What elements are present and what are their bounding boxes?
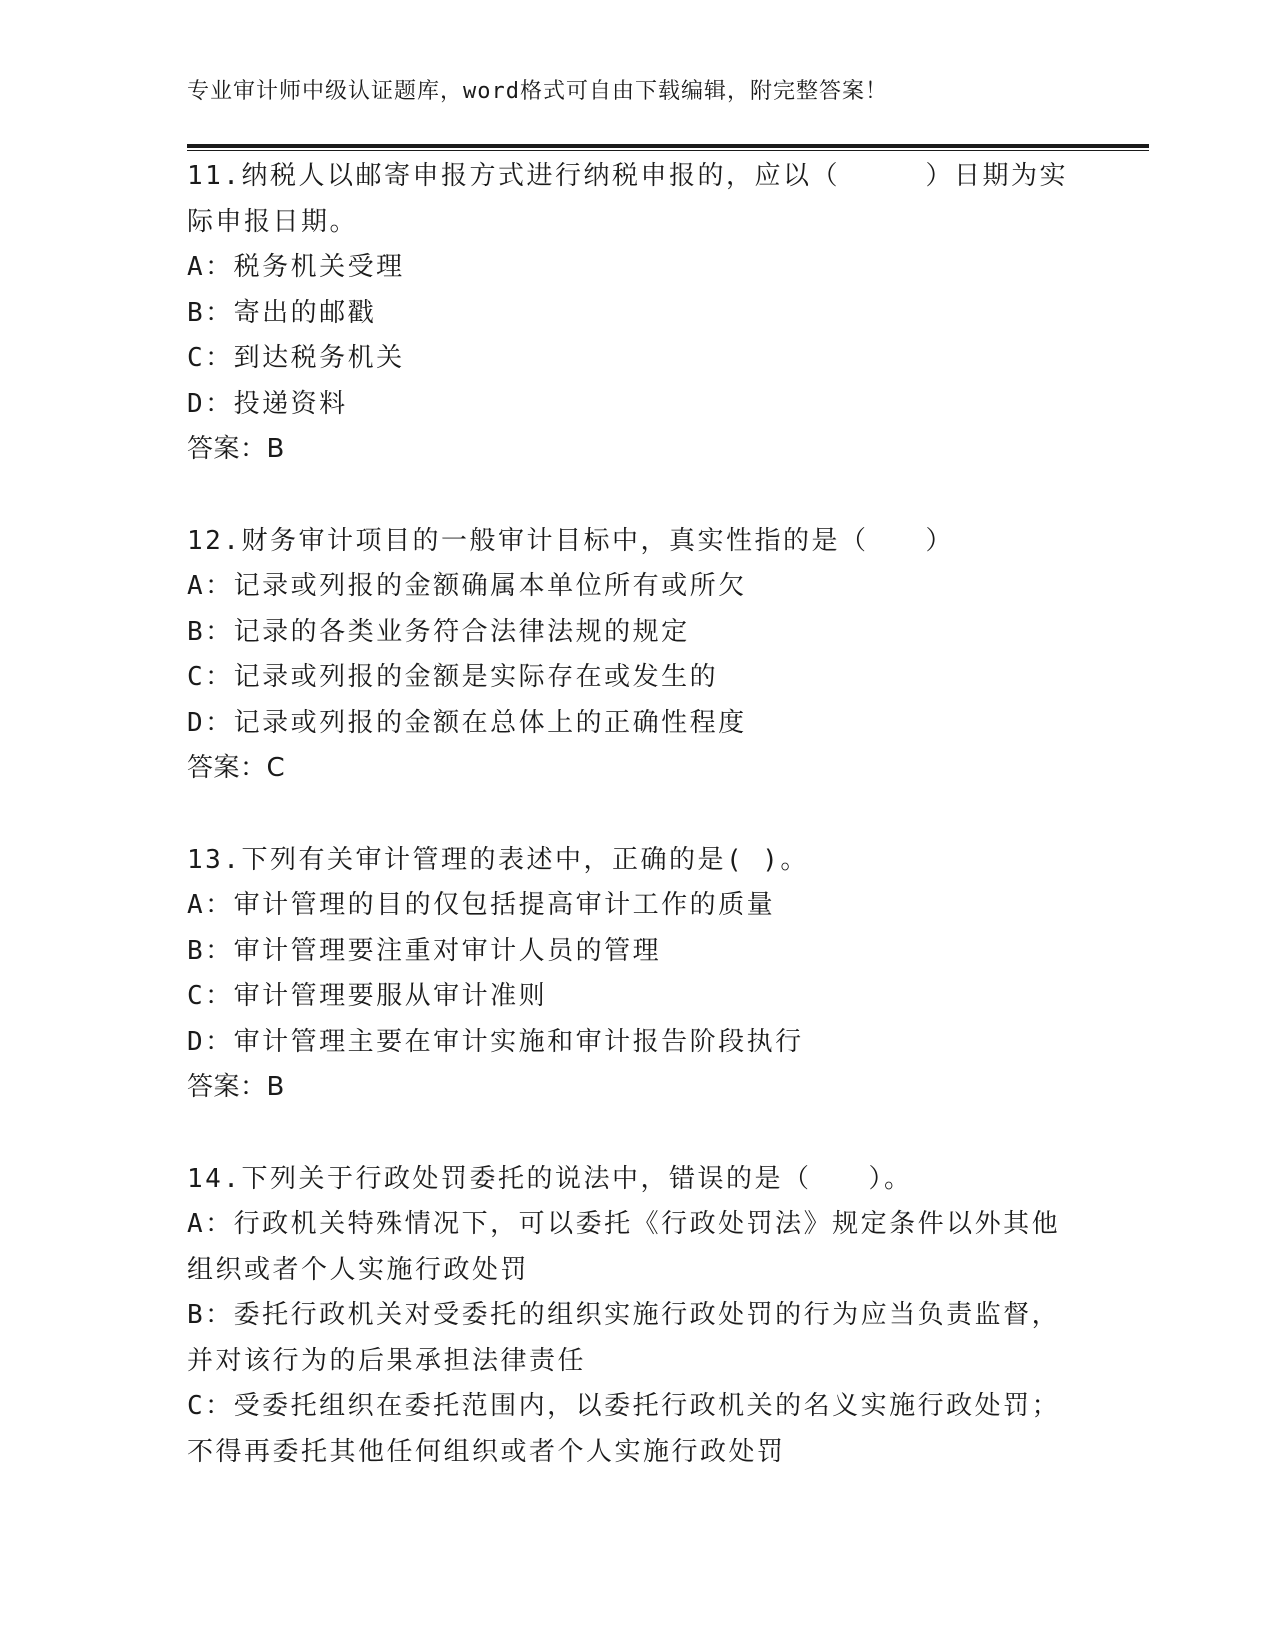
option-c: C：受委托组织在委托范围内，以委托行政机关的名义实施行政处罚；	[187, 1391, 1061, 1421]
page-header: 专业审计师中级认证题库，word格式可自由下载编辑，附完整答案！	[187, 79, 888, 104]
option-a: A：行政机关特殊情况下，可以委托《行政处罚法》规定条件以外其他	[187, 1209, 1061, 1239]
question-stem: 12.财务审计项目的一般审计目标中，真实性指的是（ ）	[187, 525, 954, 556]
question-14	[187, 1157, 1087, 1476]
answer-line: 答案：B	[187, 434, 285, 464]
option-c: C：审计管理要服从审计准则	[187, 981, 548, 1011]
option-c: C：到达税务机关	[187, 343, 405, 373]
option-b: B：寄出的邮戳	[187, 297, 377, 328]
question-11	[187, 154, 1087, 473]
option-a: A：税务机关受理	[187, 252, 405, 282]
option-b-continued: 并对该行为的后果承担法律责任	[187, 1345, 587, 1376]
question-13	[187, 838, 1087, 1111]
question-stem: 际申报日期。	[187, 206, 359, 237]
question-stem: 13.下列有关审计管理的表述中，正确的是( )。	[187, 844, 809, 875]
answer-line: 答案：B	[187, 1072, 285, 1102]
option-a: A：记录或列报的金额确属本单位所有或所欠	[187, 571, 747, 601]
option-d: D：投递资料	[187, 388, 348, 419]
option-b: B：审计管理要注重对审计人员的管理	[187, 935, 662, 966]
answer-line: 答案：C	[187, 753, 286, 783]
option-a: A：审计管理的目的仅包括提高审计工作的质量	[187, 890, 776, 920]
option-d: D：记录或列报的金额在总体上的正确性程度	[187, 707, 747, 738]
question-stem: 14.下列关于行政处罚委托的说法中，错误的是（ ）。	[187, 1163, 913, 1194]
option-c: C：记录或列报的金额是实际存在或发生的	[187, 662, 719, 692]
header-divider	[187, 144, 1149, 151]
question-12	[187, 519, 1087, 792]
option-d: D：审计管理主要在审计实施和审计报告阶段执行	[187, 1026, 804, 1057]
option-b: B：记录的各类业务符合法律法规的规定	[187, 616, 690, 647]
option-a-continued: 组织或者个人实施行政处罚	[187, 1254, 530, 1285]
option-c-continued: 不得再委托其他任何组织或者个人实施行政处罚	[187, 1436, 786, 1467]
question-list	[187, 154, 1087, 1521]
question-stem: 11.纳税人以邮寄申报方式进行纳税申报的，应以（ ）日期为实	[187, 161, 1068, 191]
option-b: B：委托行政机关对受委托的组织实施行政处罚的行为应当负责监督，	[187, 1300, 1061, 1330]
